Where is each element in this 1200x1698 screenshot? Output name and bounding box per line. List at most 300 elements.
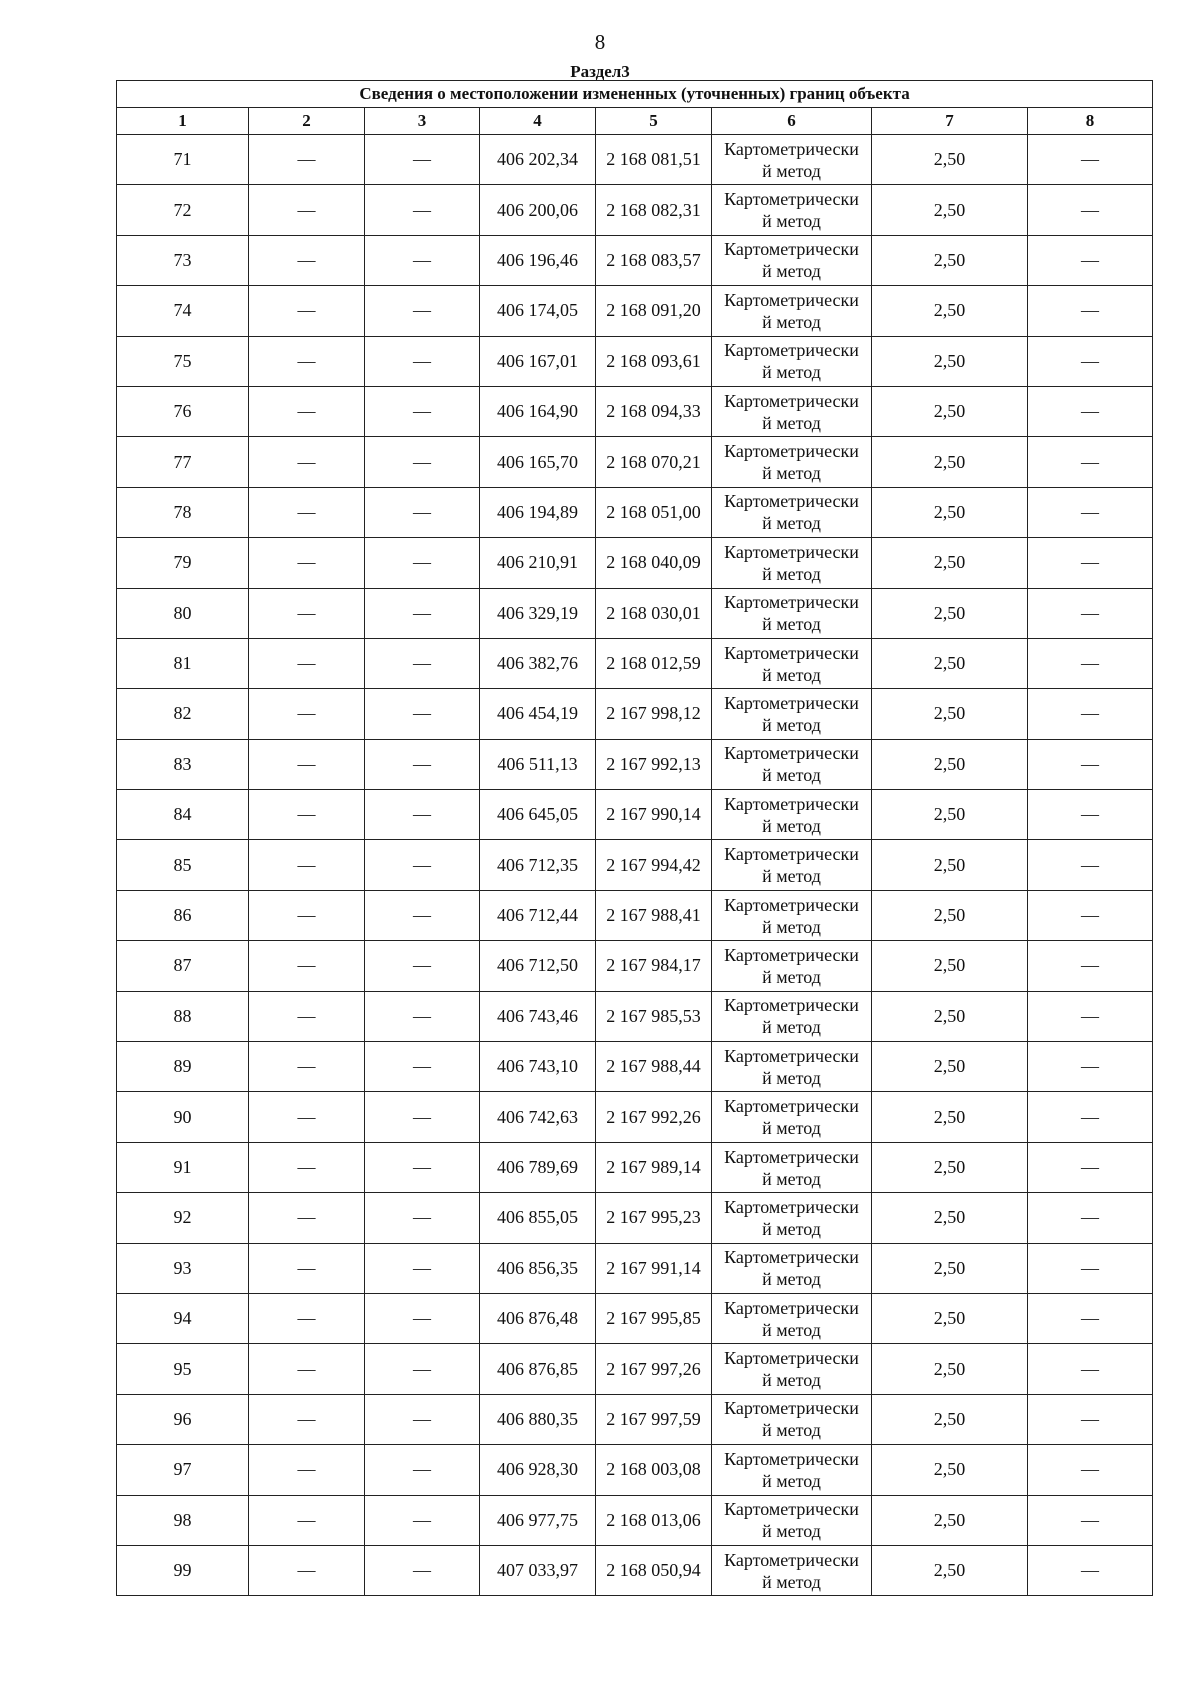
cell-y-coordinate: 2 167 988,41 xyxy=(596,890,712,940)
column-number-6: 6 xyxy=(712,108,872,135)
cell-method xyxy=(712,1394,872,1444)
method-line-1: Картометрически xyxy=(724,1398,859,1419)
method-line-2: й метод xyxy=(762,211,821,232)
table-row xyxy=(117,1344,1153,1394)
cell-col2: — xyxy=(249,336,365,386)
cell-method xyxy=(712,588,872,638)
cell-col2: — xyxy=(249,1193,365,1243)
cell-y-coordinate: 2 168 070,21 xyxy=(596,437,712,487)
cell-col8: — xyxy=(1028,336,1153,386)
cell-col2: — xyxy=(249,739,365,789)
cell-method xyxy=(712,135,872,185)
cell-x-coordinate: 406 977,75 xyxy=(480,1495,596,1545)
cell-col2: — xyxy=(249,185,365,235)
cell-accuracy: 2,50 xyxy=(872,1092,1028,1142)
cell-accuracy: 2,50 xyxy=(872,890,1028,940)
cell-col2: — xyxy=(249,538,365,588)
method-line-1: Картометрически xyxy=(724,743,859,764)
cell-x-coordinate: 406 712,50 xyxy=(480,941,596,991)
table-row xyxy=(117,1445,1153,1495)
cell-point-number: 92 xyxy=(117,1193,249,1243)
cell-col8: — xyxy=(1028,487,1153,537)
cell-method xyxy=(712,437,872,487)
cell-col8: — xyxy=(1028,1545,1153,1595)
cell-accuracy: 2,50 xyxy=(872,437,1028,487)
cell-x-coordinate: 406 202,34 xyxy=(480,135,596,185)
method-line-1: Картометрически xyxy=(724,692,859,713)
cell-col8: — xyxy=(1028,1344,1153,1394)
cell-col2: — xyxy=(249,386,365,436)
table-row xyxy=(117,739,1153,789)
cell-x-coordinate: 406 742,63 xyxy=(480,1092,596,1142)
column-number-1: 1 xyxy=(117,108,249,135)
cell-col3: — xyxy=(365,487,480,537)
cell-x-coordinate: 406 880,35 xyxy=(480,1394,596,1444)
table-row xyxy=(117,1042,1153,1092)
cell-col3: — xyxy=(365,1293,480,1343)
table-row xyxy=(117,890,1153,940)
cell-accuracy: 2,50 xyxy=(872,689,1028,739)
cell-col8: — xyxy=(1028,538,1153,588)
cell-method xyxy=(712,790,872,840)
cell-method xyxy=(712,1344,872,1394)
cell-y-coordinate: 2 168 091,20 xyxy=(596,286,712,336)
cell-y-coordinate: 2 167 988,44 xyxy=(596,1042,712,1092)
cell-col8: — xyxy=(1028,1293,1153,1343)
method-line-2: й метод xyxy=(762,412,821,433)
cell-col3: — xyxy=(365,386,480,436)
cell-method xyxy=(712,840,872,890)
cell-y-coordinate: 2 168 083,57 xyxy=(596,235,712,285)
cell-x-coordinate: 406 645,05 xyxy=(480,790,596,840)
cell-col2: — xyxy=(249,235,365,285)
cell-y-coordinate: 2 168 012,59 xyxy=(596,638,712,688)
cell-x-coordinate: 406 855,05 xyxy=(480,1193,596,1243)
table-row xyxy=(117,185,1153,235)
cell-col3: — xyxy=(365,588,480,638)
cell-point-number: 75 xyxy=(117,336,249,386)
cell-x-coordinate: 406 876,48 xyxy=(480,1293,596,1343)
cell-point-number: 76 xyxy=(117,386,249,436)
cell-accuracy: 2,50 xyxy=(872,235,1028,285)
cell-col2: — xyxy=(249,991,365,1041)
cell-accuracy: 2,50 xyxy=(872,1545,1028,1595)
cell-x-coordinate: 406 856,35 xyxy=(480,1243,596,1293)
cell-method xyxy=(712,235,872,285)
cell-x-coordinate: 406 174,05 xyxy=(480,286,596,336)
table-row xyxy=(117,1142,1153,1192)
table-row xyxy=(117,1193,1153,1243)
table-row xyxy=(117,588,1153,638)
method-line-2: й метод xyxy=(762,1370,821,1391)
cell-col3: — xyxy=(365,336,480,386)
cell-y-coordinate: 2 168 030,01 xyxy=(596,588,712,638)
cell-col8: — xyxy=(1028,235,1153,285)
method-line-1: Картометрически xyxy=(724,1247,859,1268)
table-row xyxy=(117,336,1153,386)
cell-col8: — xyxy=(1028,1142,1153,1192)
cell-accuracy: 2,50 xyxy=(872,790,1028,840)
cell-accuracy: 2,50 xyxy=(872,991,1028,1041)
cell-method xyxy=(712,1042,872,1092)
cell-col8: — xyxy=(1028,941,1153,991)
cell-x-coordinate: 406 210,91 xyxy=(480,538,596,588)
cell-point-number: 97 xyxy=(117,1445,249,1495)
cell-col8: — xyxy=(1028,790,1153,840)
column-number-3: 3 xyxy=(365,108,480,135)
cell-col2: — xyxy=(249,588,365,638)
cell-method xyxy=(712,538,872,588)
method-line-1: Картометрически xyxy=(724,390,859,411)
cell-accuracy: 2,50 xyxy=(872,739,1028,789)
cell-col2: — xyxy=(249,286,365,336)
cell-col3: — xyxy=(365,1545,480,1595)
cell-accuracy: 2,50 xyxy=(872,638,1028,688)
method-line-1: Картометрически xyxy=(724,1448,859,1469)
method-line-2: й метод xyxy=(762,311,821,332)
cell-col2: — xyxy=(249,1092,365,1142)
method-line-2: й метод xyxy=(762,1218,821,1239)
method-line-1: Картометрически xyxy=(724,1196,859,1217)
method-line-2: й метод xyxy=(762,916,821,937)
cell-point-number: 94 xyxy=(117,1293,249,1343)
cell-y-coordinate: 2 167 997,59 xyxy=(596,1394,712,1444)
method-line-2: й метод xyxy=(762,815,821,836)
cell-x-coordinate: 406 789,69 xyxy=(480,1142,596,1192)
cell-method xyxy=(712,1545,872,1595)
method-line-1: Картометрически xyxy=(724,340,859,361)
table-row xyxy=(117,689,1153,739)
cell-point-number: 99 xyxy=(117,1545,249,1595)
cell-accuracy: 2,50 xyxy=(872,588,1028,638)
cell-y-coordinate: 2 167 998,12 xyxy=(596,689,712,739)
method-line-1: Картометрически xyxy=(724,239,859,260)
cell-col2: — xyxy=(249,638,365,688)
method-line-1: Картометрически xyxy=(724,441,859,462)
cell-y-coordinate: 2 167 992,13 xyxy=(596,739,712,789)
method-line-1: Картометрически xyxy=(724,491,859,512)
cell-point-number: 93 xyxy=(117,1243,249,1293)
method-line-2: й метод xyxy=(762,866,821,887)
table-row xyxy=(117,437,1153,487)
cell-accuracy: 2,50 xyxy=(872,1243,1028,1293)
cell-y-coordinate: 2 168 094,33 xyxy=(596,386,712,436)
table-row xyxy=(117,941,1153,991)
cell-y-coordinate: 2 167 997,26 xyxy=(596,1344,712,1394)
cell-method xyxy=(712,1445,872,1495)
cell-accuracy: 2,50 xyxy=(872,286,1028,336)
method-line-1: Картометрически xyxy=(724,1348,859,1369)
cell-y-coordinate: 2 168 051,00 xyxy=(596,487,712,537)
method-line-2: й метод xyxy=(762,160,821,181)
cell-accuracy: 2,50 xyxy=(872,336,1028,386)
cell-col2: — xyxy=(249,1042,365,1092)
column-number-7: 7 xyxy=(872,108,1028,135)
method-line-2: й метод xyxy=(762,1571,821,1592)
method-line-2: й метод xyxy=(762,765,821,786)
method-line-1: Картометрически xyxy=(724,642,859,663)
cell-y-coordinate: 2 168 082,31 xyxy=(596,185,712,235)
method-line-2: й метод xyxy=(762,261,821,282)
cell-y-coordinate: 2 167 984,17 xyxy=(596,941,712,991)
cell-accuracy: 2,50 xyxy=(872,1293,1028,1343)
cell-col3: — xyxy=(365,1495,480,1545)
cell-method xyxy=(712,991,872,1041)
cell-method xyxy=(712,286,872,336)
method-line-1: Картометрически xyxy=(724,1045,859,1066)
cell-point-number: 82 xyxy=(117,689,249,739)
cell-x-coordinate: 406 928,30 xyxy=(480,1445,596,1495)
cell-col2: — xyxy=(249,1293,365,1343)
cell-col3: — xyxy=(365,437,480,487)
cell-method xyxy=(712,739,872,789)
cell-method xyxy=(712,1293,872,1343)
cell-x-coordinate: 406 194,89 xyxy=(480,487,596,537)
table-row xyxy=(117,487,1153,537)
cell-point-number: 73 xyxy=(117,235,249,285)
cell-col8: — xyxy=(1028,1394,1153,1444)
cell-y-coordinate: 2 167 985,53 xyxy=(596,991,712,1041)
method-line-1: Картометрически xyxy=(724,592,859,613)
cell-y-coordinate: 2 167 994,42 xyxy=(596,840,712,890)
cell-col3: — xyxy=(365,991,480,1041)
cell-method xyxy=(712,185,872,235)
method-line-1: Картометрически xyxy=(724,189,859,210)
cell-col8: — xyxy=(1028,991,1153,1041)
cell-x-coordinate: 406 329,19 xyxy=(480,588,596,638)
cell-point-number: 81 xyxy=(117,638,249,688)
cell-point-number: 79 xyxy=(117,538,249,588)
cell-col3: — xyxy=(365,739,480,789)
cell-y-coordinate: 2 167 991,14 xyxy=(596,1243,712,1293)
cell-col2: — xyxy=(249,1142,365,1192)
cell-col2: — xyxy=(249,1394,365,1444)
method-line-1: Картометрически xyxy=(724,844,859,865)
cell-x-coordinate: 406 382,76 xyxy=(480,638,596,688)
table-row xyxy=(117,1545,1153,1595)
cell-col8: — xyxy=(1028,689,1153,739)
table-body xyxy=(117,135,1153,1596)
cell-y-coordinate: 2 168 040,09 xyxy=(596,538,712,588)
cell-point-number: 72 xyxy=(117,185,249,235)
cell-x-coordinate: 406 165,70 xyxy=(480,437,596,487)
method-line-1: Картометрически xyxy=(724,1549,859,1570)
cell-col8: — xyxy=(1028,286,1153,336)
cell-col3: — xyxy=(365,1142,480,1192)
method-line-2: й метод xyxy=(762,1521,821,1542)
cell-y-coordinate: 2 167 989,14 xyxy=(596,1142,712,1192)
cell-point-number: 71 xyxy=(117,135,249,185)
method-line-1: Картометрически xyxy=(724,138,859,159)
method-line-1: Картометрически xyxy=(724,995,859,1016)
method-line-2: й метод xyxy=(762,614,821,635)
cell-y-coordinate: 2 167 992,26 xyxy=(596,1092,712,1142)
cell-col2: — xyxy=(249,437,365,487)
cell-y-coordinate: 2 167 990,14 xyxy=(596,790,712,840)
cell-accuracy: 2,50 xyxy=(872,1042,1028,1092)
cell-col3: — xyxy=(365,790,480,840)
cell-col8: — xyxy=(1028,588,1153,638)
cell-col8: — xyxy=(1028,1495,1153,1545)
cell-col2: — xyxy=(249,135,365,185)
cell-x-coordinate: 406 712,35 xyxy=(480,840,596,890)
method-line-2: й метод xyxy=(762,714,821,735)
method-line-2: й метод xyxy=(762,1420,821,1441)
cell-col3: — xyxy=(365,941,480,991)
cell-accuracy: 2,50 xyxy=(872,1142,1028,1192)
table-row xyxy=(117,135,1153,185)
cell-col2: — xyxy=(249,1445,365,1495)
cell-col8: — xyxy=(1028,1445,1153,1495)
cell-col8: — xyxy=(1028,840,1153,890)
method-line-2: й метод xyxy=(762,1168,821,1189)
cell-point-number: 98 xyxy=(117,1495,249,1545)
method-line-2: й метод xyxy=(762,513,821,534)
table-row xyxy=(117,991,1153,1041)
cell-col3: — xyxy=(365,638,480,688)
method-line-1: Картометрически xyxy=(724,793,859,814)
cell-accuracy: 2,50 xyxy=(872,1495,1028,1545)
column-number-2: 2 xyxy=(249,108,365,135)
cell-accuracy: 2,50 xyxy=(872,1394,1028,1444)
cell-y-coordinate: 2 168 093,61 xyxy=(596,336,712,386)
cell-col3: — xyxy=(365,235,480,285)
cell-x-coordinate: 406 196,46 xyxy=(480,235,596,285)
table-row xyxy=(117,790,1153,840)
cell-col3: — xyxy=(365,1042,480,1092)
method-line-2: й метод xyxy=(762,1319,821,1340)
column-number-4: 4 xyxy=(480,108,596,135)
cell-col8: — xyxy=(1028,1042,1153,1092)
cell-col3: — xyxy=(365,1092,480,1142)
cell-col8: — xyxy=(1028,1243,1153,1293)
cell-x-coordinate: 406 712,44 xyxy=(480,890,596,940)
table-row xyxy=(117,286,1153,336)
method-line-1: Картометрически xyxy=(724,894,859,915)
cell-point-number: 90 xyxy=(117,1092,249,1142)
cell-col8: — xyxy=(1028,386,1153,436)
cell-col2: — xyxy=(249,790,365,840)
method-line-1: Картометрически xyxy=(724,541,859,562)
method-line-2: й метод xyxy=(762,1118,821,1139)
cell-col8: — xyxy=(1028,135,1153,185)
table-row xyxy=(117,638,1153,688)
cell-col2: — xyxy=(249,1545,365,1595)
cell-col3: — xyxy=(365,840,480,890)
cell-col3: — xyxy=(365,185,480,235)
cell-point-number: 84 xyxy=(117,790,249,840)
method-line-2: й метод xyxy=(762,966,821,987)
cell-point-number: 83 xyxy=(117,739,249,789)
cell-x-coordinate: 406 454,19 xyxy=(480,689,596,739)
cell-accuracy: 2,50 xyxy=(872,386,1028,436)
cell-col3: — xyxy=(365,1193,480,1243)
cell-col3: — xyxy=(365,1344,480,1394)
cell-x-coordinate: 406 876,85 xyxy=(480,1344,596,1394)
cell-x-coordinate: 406 743,10 xyxy=(480,1042,596,1092)
cell-accuracy: 2,50 xyxy=(872,487,1028,537)
cell-accuracy: 2,50 xyxy=(872,538,1028,588)
cell-col8: — xyxy=(1028,1193,1153,1243)
cell-col2: — xyxy=(249,487,365,537)
cell-method xyxy=(712,638,872,688)
cell-accuracy: 2,50 xyxy=(872,135,1028,185)
cell-point-number: 91 xyxy=(117,1142,249,1192)
cell-col3: — xyxy=(365,286,480,336)
cell-point-number: 89 xyxy=(117,1042,249,1092)
cell-col8: — xyxy=(1028,890,1153,940)
cell-col8: — xyxy=(1028,437,1153,487)
cell-col3: — xyxy=(365,538,480,588)
cell-point-number: 74 xyxy=(117,286,249,336)
cell-point-number: 95 xyxy=(117,1344,249,1394)
cell-method xyxy=(712,1193,872,1243)
cell-method xyxy=(712,689,872,739)
cell-col2: — xyxy=(249,941,365,991)
cell-method xyxy=(712,1142,872,1192)
cell-accuracy: 2,50 xyxy=(872,1445,1028,1495)
method-line-2: й метод xyxy=(762,1067,821,1088)
table-row xyxy=(117,1243,1153,1293)
cell-point-number: 78 xyxy=(117,487,249,537)
cell-point-number: 77 xyxy=(117,437,249,487)
cell-col3: — xyxy=(365,1394,480,1444)
cell-method xyxy=(712,487,872,537)
cell-col2: — xyxy=(249,1344,365,1394)
cell-point-number: 80 xyxy=(117,588,249,638)
method-line-1: Картометрически xyxy=(724,1146,859,1167)
cell-y-coordinate: 2 167 995,23 xyxy=(596,1193,712,1243)
cell-accuracy: 2,50 xyxy=(872,941,1028,991)
method-line-1: Картометрически xyxy=(724,1499,859,1520)
cell-y-coordinate: 2 168 013,06 xyxy=(596,1495,712,1545)
cell-method xyxy=(712,941,872,991)
cell-method xyxy=(712,1243,872,1293)
column-number-5: 5 xyxy=(596,108,712,135)
cell-col3: — xyxy=(365,1445,480,1495)
cell-col2: — xyxy=(249,1243,365,1293)
cell-method xyxy=(712,1495,872,1545)
cell-point-number: 86 xyxy=(117,890,249,940)
cell-col8: — xyxy=(1028,739,1153,789)
cell-col8: — xyxy=(1028,638,1153,688)
cell-accuracy: 2,50 xyxy=(872,1344,1028,1394)
cell-y-coordinate: 2 168 081,51 xyxy=(596,135,712,185)
method-line-2: й метод xyxy=(762,664,821,685)
section-title: Раздел3 xyxy=(570,62,630,81)
cell-col8: — xyxy=(1028,185,1153,235)
cell-y-coordinate: 2 168 050,94 xyxy=(596,1545,712,1595)
coordinates-table xyxy=(116,80,1153,1596)
method-line-2: й метод xyxy=(762,1017,821,1038)
table-caption: Сведения о местоположении измененных (уточненных) границ объекта xyxy=(117,81,1153,108)
method-line-2: й метод xyxy=(762,1470,821,1491)
method-line-1: Картометрически xyxy=(724,289,859,310)
cell-method xyxy=(712,336,872,386)
method-line-1: Картометрически xyxy=(724,1297,859,1318)
page-number: 8 xyxy=(594,30,606,54)
cell-col2: — xyxy=(249,689,365,739)
cell-col3: — xyxy=(365,689,480,739)
cell-method xyxy=(712,1092,872,1142)
cell-col2: — xyxy=(249,890,365,940)
cell-accuracy: 2,50 xyxy=(872,1193,1028,1243)
table-row xyxy=(117,235,1153,285)
cell-accuracy: 2,50 xyxy=(872,185,1028,235)
table-row xyxy=(117,538,1153,588)
cell-y-coordinate: 2 167 995,85 xyxy=(596,1293,712,1343)
cell-col3: — xyxy=(365,1243,480,1293)
